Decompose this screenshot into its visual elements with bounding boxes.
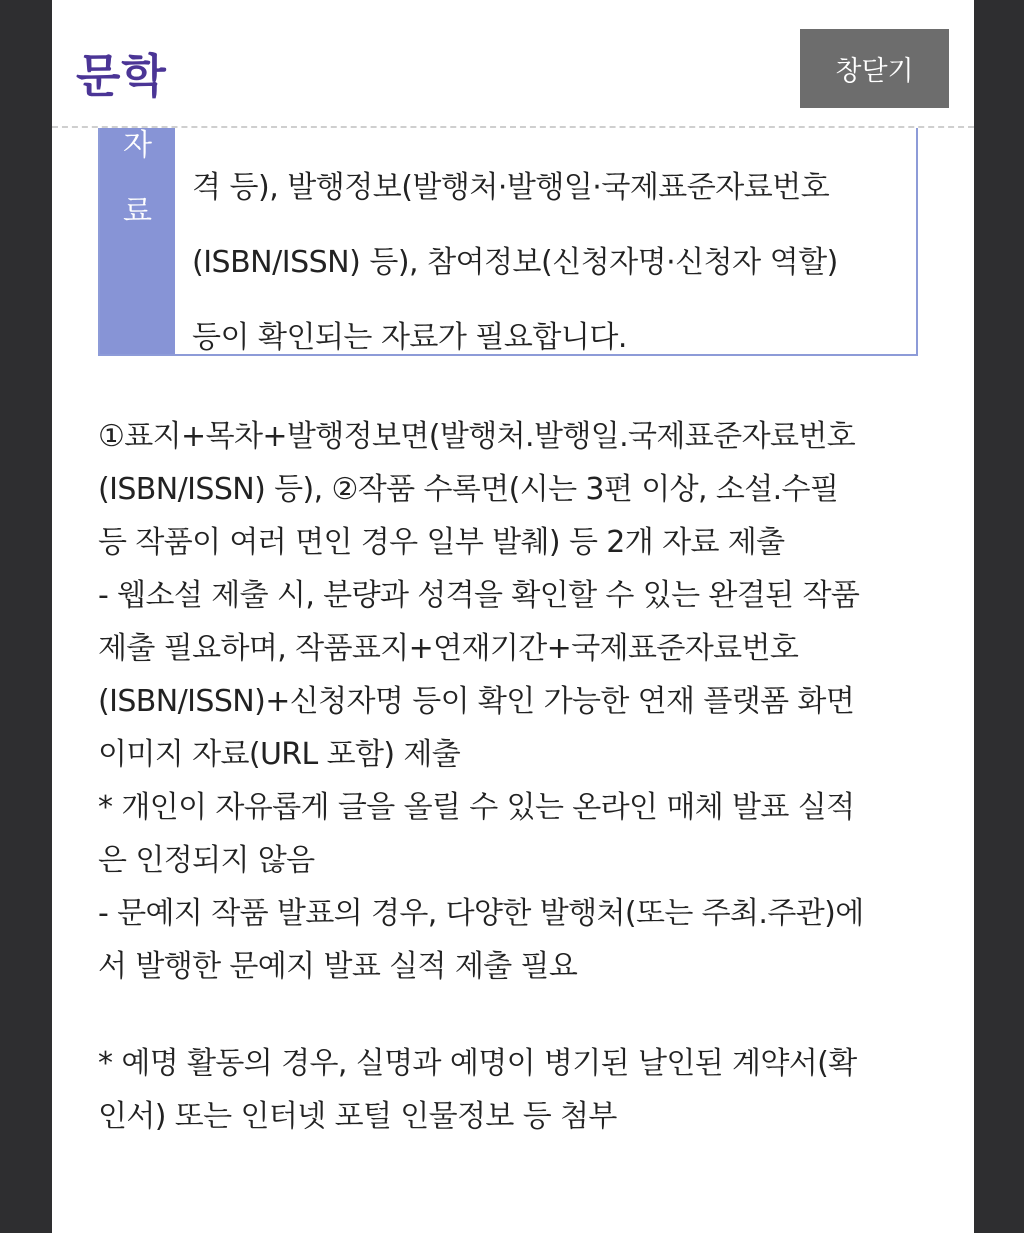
info-label (100, 112, 175, 354)
info-label-char: 료 (123, 194, 152, 229)
text-line: (ISBN/ISSN) 등), ②작품 수록면(시는 3편 이상, 소설.수필 (98, 472, 839, 507)
popup-panel (52, 0, 974, 1233)
popup-header (52, 0, 974, 128)
info-box (98, 110, 918, 356)
info-label-char: 자 (123, 128, 152, 163)
text-line: 이미지 자료(URL 포함) 제출 (98, 737, 461, 772)
info-line: 격 등), 발행정보(발행처·발행일·국제표준자료번호 (192, 170, 830, 205)
requirements-text (98, 410, 928, 1143)
text-line: 제출 필요하며, 작품표지+연재기간+국제표준자료번호 (98, 631, 799, 666)
spacer (98, 993, 928, 1037)
info-text (192, 150, 902, 375)
text-line: - 문예지 작품 발표의 경우, 다양한 발행처(또는 주최.주관)에 (98, 896, 864, 931)
text-line: - 웹소설 제출 시, 분량과 성격을 확인할 수 있는 완결된 작품 (98, 578, 860, 613)
info-line: (ISBN/ISSN) 등), 참여정보(신청자명·신청자 역할) (192, 245, 838, 280)
info-line: 등이 확인되는 자료가 필요합니다. (192, 320, 627, 355)
text-line: (ISBN/ISSN)+신청자명 등이 확인 가능한 연재 플랫폼 화면 (98, 684, 855, 719)
text-line: 서 발행한 문예지 발표 실적 제출 필요 (98, 949, 578, 984)
text-line: 등 작품이 여러 면인 경우 일부 발췌) 등 2개 자료 제출 (98, 525, 785, 560)
text-line: 은 인정되지 않음 (98, 843, 315, 878)
text-line: ①표지+목차+발행정보면(발행처.발행일.국제표준자료번호 (98, 419, 856, 454)
close-button[interactable]: 창닫기 (800, 29, 949, 108)
note-line: * 예명 활동의 경우, 실명과 예명이 병기된 날인된 계약서(확 (98, 1046, 857, 1081)
text-line: * 개인이 자유롭게 글을 올릴 수 있는 온라인 매체 발표 실적 (98, 790, 855, 825)
page-title: 문학 (76, 49, 167, 103)
note-line: 인서) 또는 인터넷 포털 인물정보 등 첨부 (98, 1099, 617, 1134)
